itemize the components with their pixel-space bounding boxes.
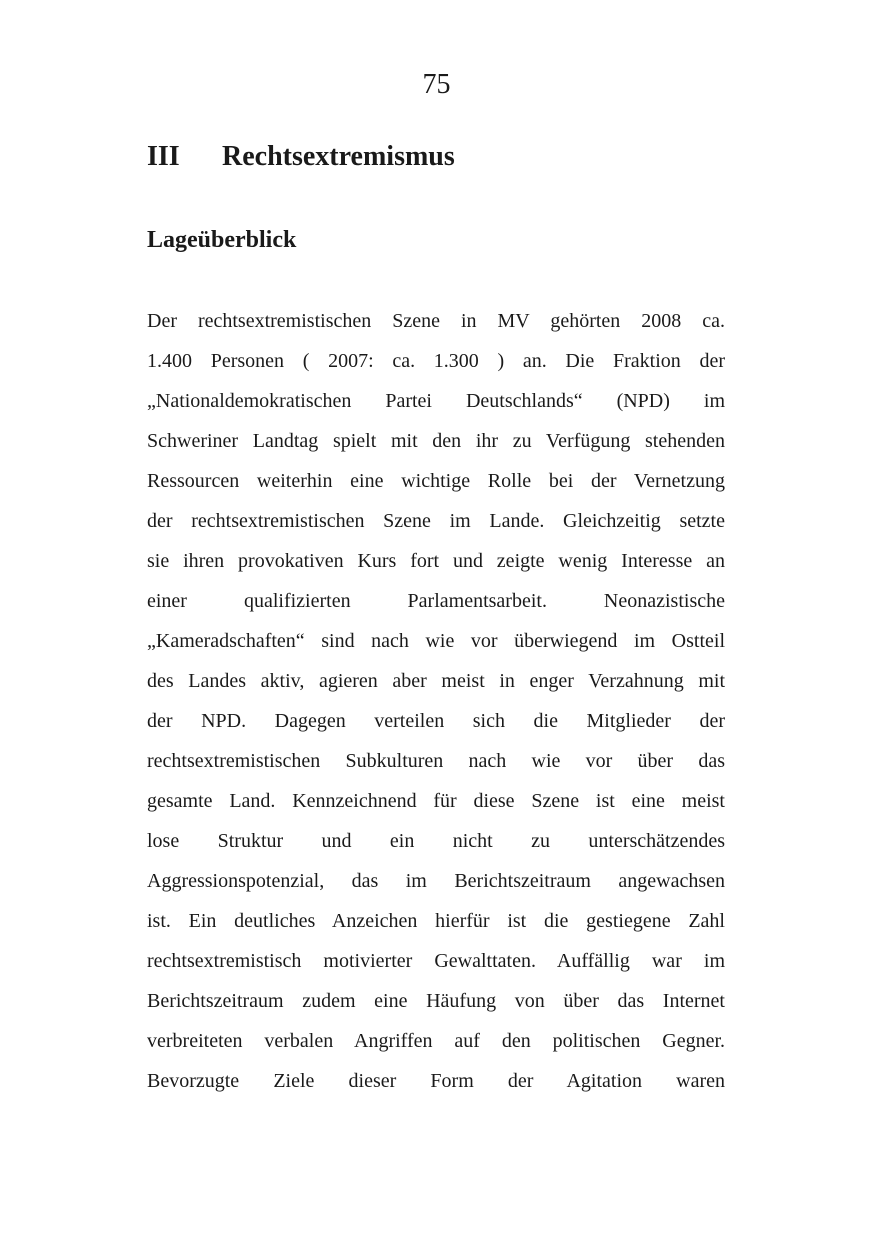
paragraph-line: Aggressionspotenzial, das im Berichtszeitraum angewachsen: [147, 870, 725, 892]
section-number: III: [147, 141, 180, 172]
paragraph-line: Berichtszeitraum zudem eine Häufung von über das Internet: [147, 990, 725, 1012]
paragraph-line: Der rechtsextremistischen Szene in MV gehörten 2008 ca.: [147, 310, 725, 332]
paragraph-line: sie ihren provokativen Kurs fort und zeigte wenig Interesse an: [147, 550, 725, 572]
paragraph-line: rechtsextremistisch motivierter Gewalttaten. Auffällig war im: [147, 950, 725, 972]
paragraph-line: der NPD. Dagegen verteilen sich die Mitglieder der: [147, 710, 725, 732]
paragraph-line: Ressourcen weiterhin eine wichtige Rolle bei der Vernetzung: [147, 470, 725, 492]
section-heading: [147, 143, 455, 171]
paragraph-line: „Kameradschaften“ sind nach wie vor überwiegend im Ostteil: [147, 630, 725, 652]
section-title: Rechtsextremismus: [222, 141, 455, 172]
paragraph-line: gesamte Land. Kennzeichnend für diese Szene ist eine meist: [147, 790, 725, 812]
subsection-heading: Lageüberblick: [147, 227, 297, 253]
paragraph-line: „Nationaldemokratischen Partei Deutschlands“ (NPD) im: [147, 390, 725, 412]
body-paragraph: [147, 301, 725, 1101]
paragraph-line: rechtsextremistischen Subkulturen nach wie vor über das: [147, 750, 725, 772]
paragraph-line: Schweriner Landtag spielt mit den ihr zu Verfügung stehenden: [147, 430, 725, 452]
paragraph-line: 1.400 Personen ( 2007: ca. 1.300 ) an. Die Fraktion der: [147, 350, 725, 372]
paragraph-line: einer qualifizierten Parlamentsarbeit. Neonazistische: [147, 590, 725, 612]
paragraph-line: Bevorzugte Ziele dieser Form der Agitation waren: [147, 1070, 725, 1092]
paragraph-line: lose Struktur und ein nicht zu unterschätzendes: [147, 830, 725, 852]
paragraph-line: der rechtsextremistischen Szene im Lande. Gleichzeitig setzte: [147, 510, 725, 532]
paragraph-line: des Landes aktiv, agieren aber meist in enger Verzahnung mit: [147, 670, 725, 692]
page-number: 75: [422, 69, 451, 100]
paragraph-line: verbreiteten verbalen Angriffen auf den politischen Gegner.: [147, 1030, 725, 1052]
paragraph-line: ist. Ein deutliches Anzeichen hierfür ist die gestiegene Zahl: [147, 910, 725, 932]
